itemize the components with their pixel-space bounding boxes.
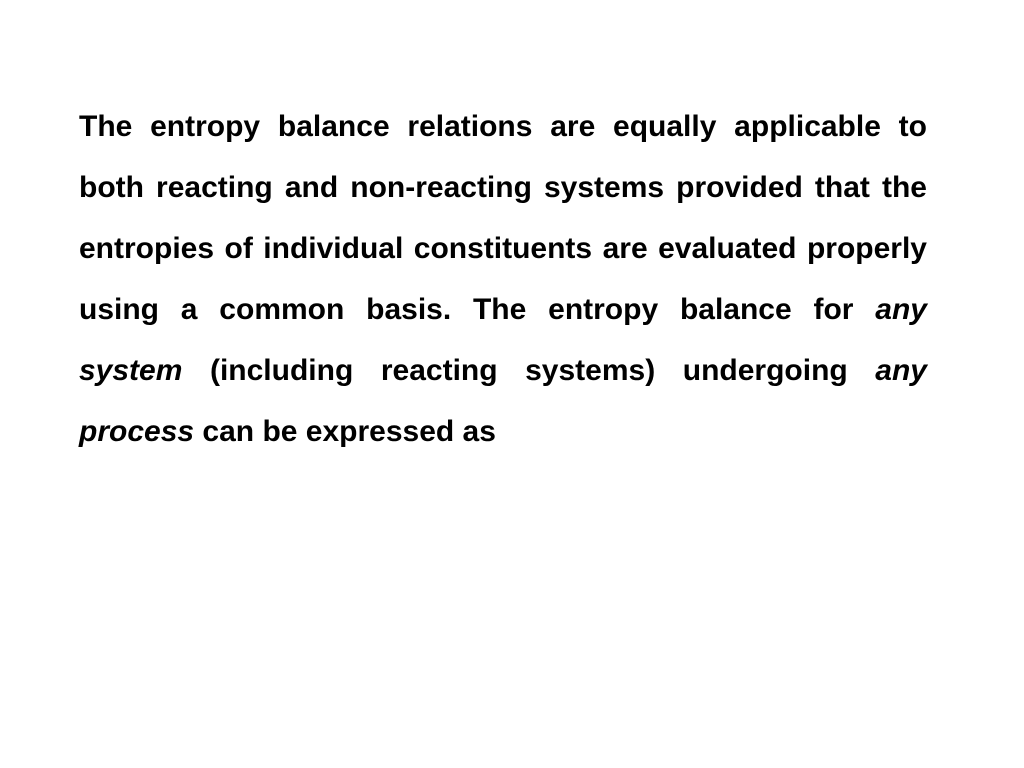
body-text-part-3: can be expressed as xyxy=(194,415,496,448)
emphasis-any-process: any process xyxy=(79,354,927,448)
emphasis-any-system: any system xyxy=(79,293,927,387)
body-text-part-1: The entropy balance relations are equally applicable to both reacting and non-reacting systems provided that the entropies of individual constituents are evaluated properly using a common basis. The entropy balance for xyxy=(79,110,927,326)
body-text-part-2: (including reacting systems) undergoing xyxy=(182,354,876,387)
body-paragraph xyxy=(79,96,927,462)
